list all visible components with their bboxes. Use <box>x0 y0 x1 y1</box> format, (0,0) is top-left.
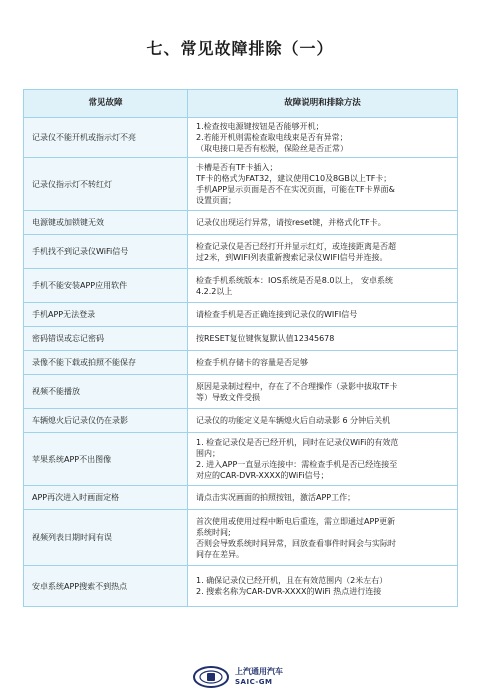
solution-cell <box>188 351 458 375</box>
table-row <box>24 327 458 351</box>
issue-cell: 视频不能播放 <box>24 375 188 409</box>
solution-line: 请检查手机是否正确连接到记录仪的WIFI信号 <box>196 310 358 319</box>
table-row <box>24 235 458 269</box>
table-row <box>24 510 458 566</box>
solution-line: 记录仪出现运行异常，请按reset键，并格式化TF卡。 <box>196 218 386 227</box>
solution-line: 2. 进入APP一直显示连接中：需检查手机是否已经连接至 <box>196 460 398 469</box>
solution-line: 2. 搜索名称为CAR-DVR-XXXX的WiFi 热点进行连接 <box>196 587 382 596</box>
solution-line: 检查手机系统版本：IOS系统是否是8.0以上， 安卓系统 <box>196 275 393 285</box>
solution-cell <box>188 409 458 433</box>
solution-cell <box>188 118 458 158</box>
solution-line: 记录仪的功能定义是车辆熄火后自动录影 6 分钟后关机 <box>196 416 391 425</box>
solution-line: 间存在差异。 <box>196 549 244 559</box>
solution-line: TF卡的格式为FAT32，建议使用C10及8GB以上TF卡； <box>196 174 392 183</box>
solution-line: 按RESET复位键恢复默认值12345678 <box>196 334 335 343</box>
solution-line: （取电接口是否有松脱，保险丝是否正常） <box>196 144 348 153</box>
footer-logo <box>192 664 283 690</box>
solution-cell <box>188 303 458 327</box>
table-body <box>24 118 458 607</box>
solution-cell <box>188 211 458 235</box>
table-row <box>24 211 458 235</box>
issue-cell: 手机不能安装APP应用软件 <box>24 269 188 303</box>
issue-cell: 记录仪不能开机或指示灯不亮 <box>24 118 188 158</box>
solution-cell <box>188 269 458 303</box>
issue-cell: 密码错误或忘记密码 <box>24 327 188 351</box>
issue-cell: 记录仪指示灯不转红灯 <box>24 158 188 211</box>
solution-line: 1.检查按电源键按钮是否能够开机； <box>196 122 324 131</box>
page-title: 七、常见故障排除（一） <box>146 39 334 58</box>
column-header-solution: 故障说明和排除方法 <box>188 90 458 118</box>
solution-line: 等）导致文件受损 <box>196 392 260 402</box>
table-row <box>24 118 458 158</box>
solution-line: 卡槽是否有TF卡插入； <box>196 163 278 172</box>
issue-cell: 录像不能下载或拍照不能保存 <box>24 351 188 375</box>
solution-line: 手机APP显示页面是否不在实况页面，可能在TF卡界面& <box>196 185 395 194</box>
solution-line: 1. 检查记录仪是否已经开机，同时在记录仪WiFi的有效范 <box>196 438 399 447</box>
table-row <box>24 303 458 327</box>
solution-cell <box>188 327 458 351</box>
table-row <box>24 269 458 303</box>
solution-line: 原因是录制过程中，存在了不合理操作（录影中拔取TF卡 <box>196 381 398 391</box>
solution-line: 2.若能开机则需检查取电线束是否有异常； <box>196 133 348 142</box>
table-header-row <box>24 90 458 118</box>
brand-name-cn: 上汽通用汽车 <box>235 667 283 676</box>
issue-cell: 电源键或加锁键无效 <box>24 211 188 235</box>
issue-cell: 手机找不到记录仪WiFi信号 <box>24 235 188 269</box>
solution-cell <box>188 158 458 211</box>
solution-line: 首次使用或使用过程中断电后重连，需立即通过APP更新 <box>196 516 396 526</box>
issue-cell: 视频列表日期时间有误 <box>24 510 188 566</box>
solution-line: 系统时间; <box>196 527 231 537</box>
solution-cell <box>188 433 458 486</box>
table-row <box>24 486 458 510</box>
solution-line: 对应的CAR-DVR-XXXX的WiFi信号； <box>196 471 329 480</box>
solution-line: 检查手机存储卡的容量是否足够 <box>196 358 308 367</box>
column-header-issue: 常见故障 <box>24 90 188 118</box>
solution-line: 4.2.2以上 <box>196 286 233 296</box>
issue-cell: 手机APP无法登录 <box>24 303 188 327</box>
issue-cell: APP再次进入时画面定格 <box>24 486 188 510</box>
solution-line: 过2米，到WIFI列表重新搜索记录仪WIFI信号并连接。 <box>196 252 388 262</box>
issue-cell: 车辆熄火后记录仪仍在录影 <box>24 409 188 433</box>
issue-cell: 苹果系统APP不出图像 <box>24 433 188 486</box>
solution-cell <box>188 375 458 409</box>
solution-line: 围内； <box>196 449 220 458</box>
solution-line: 设置页面； <box>196 196 236 205</box>
solution-cell <box>188 235 458 269</box>
solution-cell <box>188 566 458 607</box>
table-row <box>24 409 458 433</box>
table-row <box>24 351 458 375</box>
solution-cell <box>188 486 458 510</box>
solution-line: 请点击实况画面的拍照按钮，激活APP工作； <box>196 493 356 502</box>
saic-gm-logo-icon <box>192 665 230 689</box>
brand-name-en: SAIC-GM <box>235 678 273 686</box>
solution-line: 1. 确保记录仪已经开机，且在有效范围内（2米左右） <box>196 576 388 585</box>
solution-line: 检查记录仪是否已经打开并显示红灯，或连接距离是否超 <box>196 241 396 251</box>
table-row <box>24 375 458 409</box>
table-row <box>24 433 458 486</box>
issue-cell: 安卓系统APP搜索不到热点 <box>24 566 188 607</box>
troubleshooting-table <box>23 89 458 607</box>
logo-text <box>235 667 283 687</box>
table-row <box>24 158 458 211</box>
solution-cell <box>188 510 458 566</box>
solution-line: 否则会导致系统时间异常，回放查看事件时间会与实际时 <box>196 538 396 548</box>
table-row <box>24 566 458 607</box>
